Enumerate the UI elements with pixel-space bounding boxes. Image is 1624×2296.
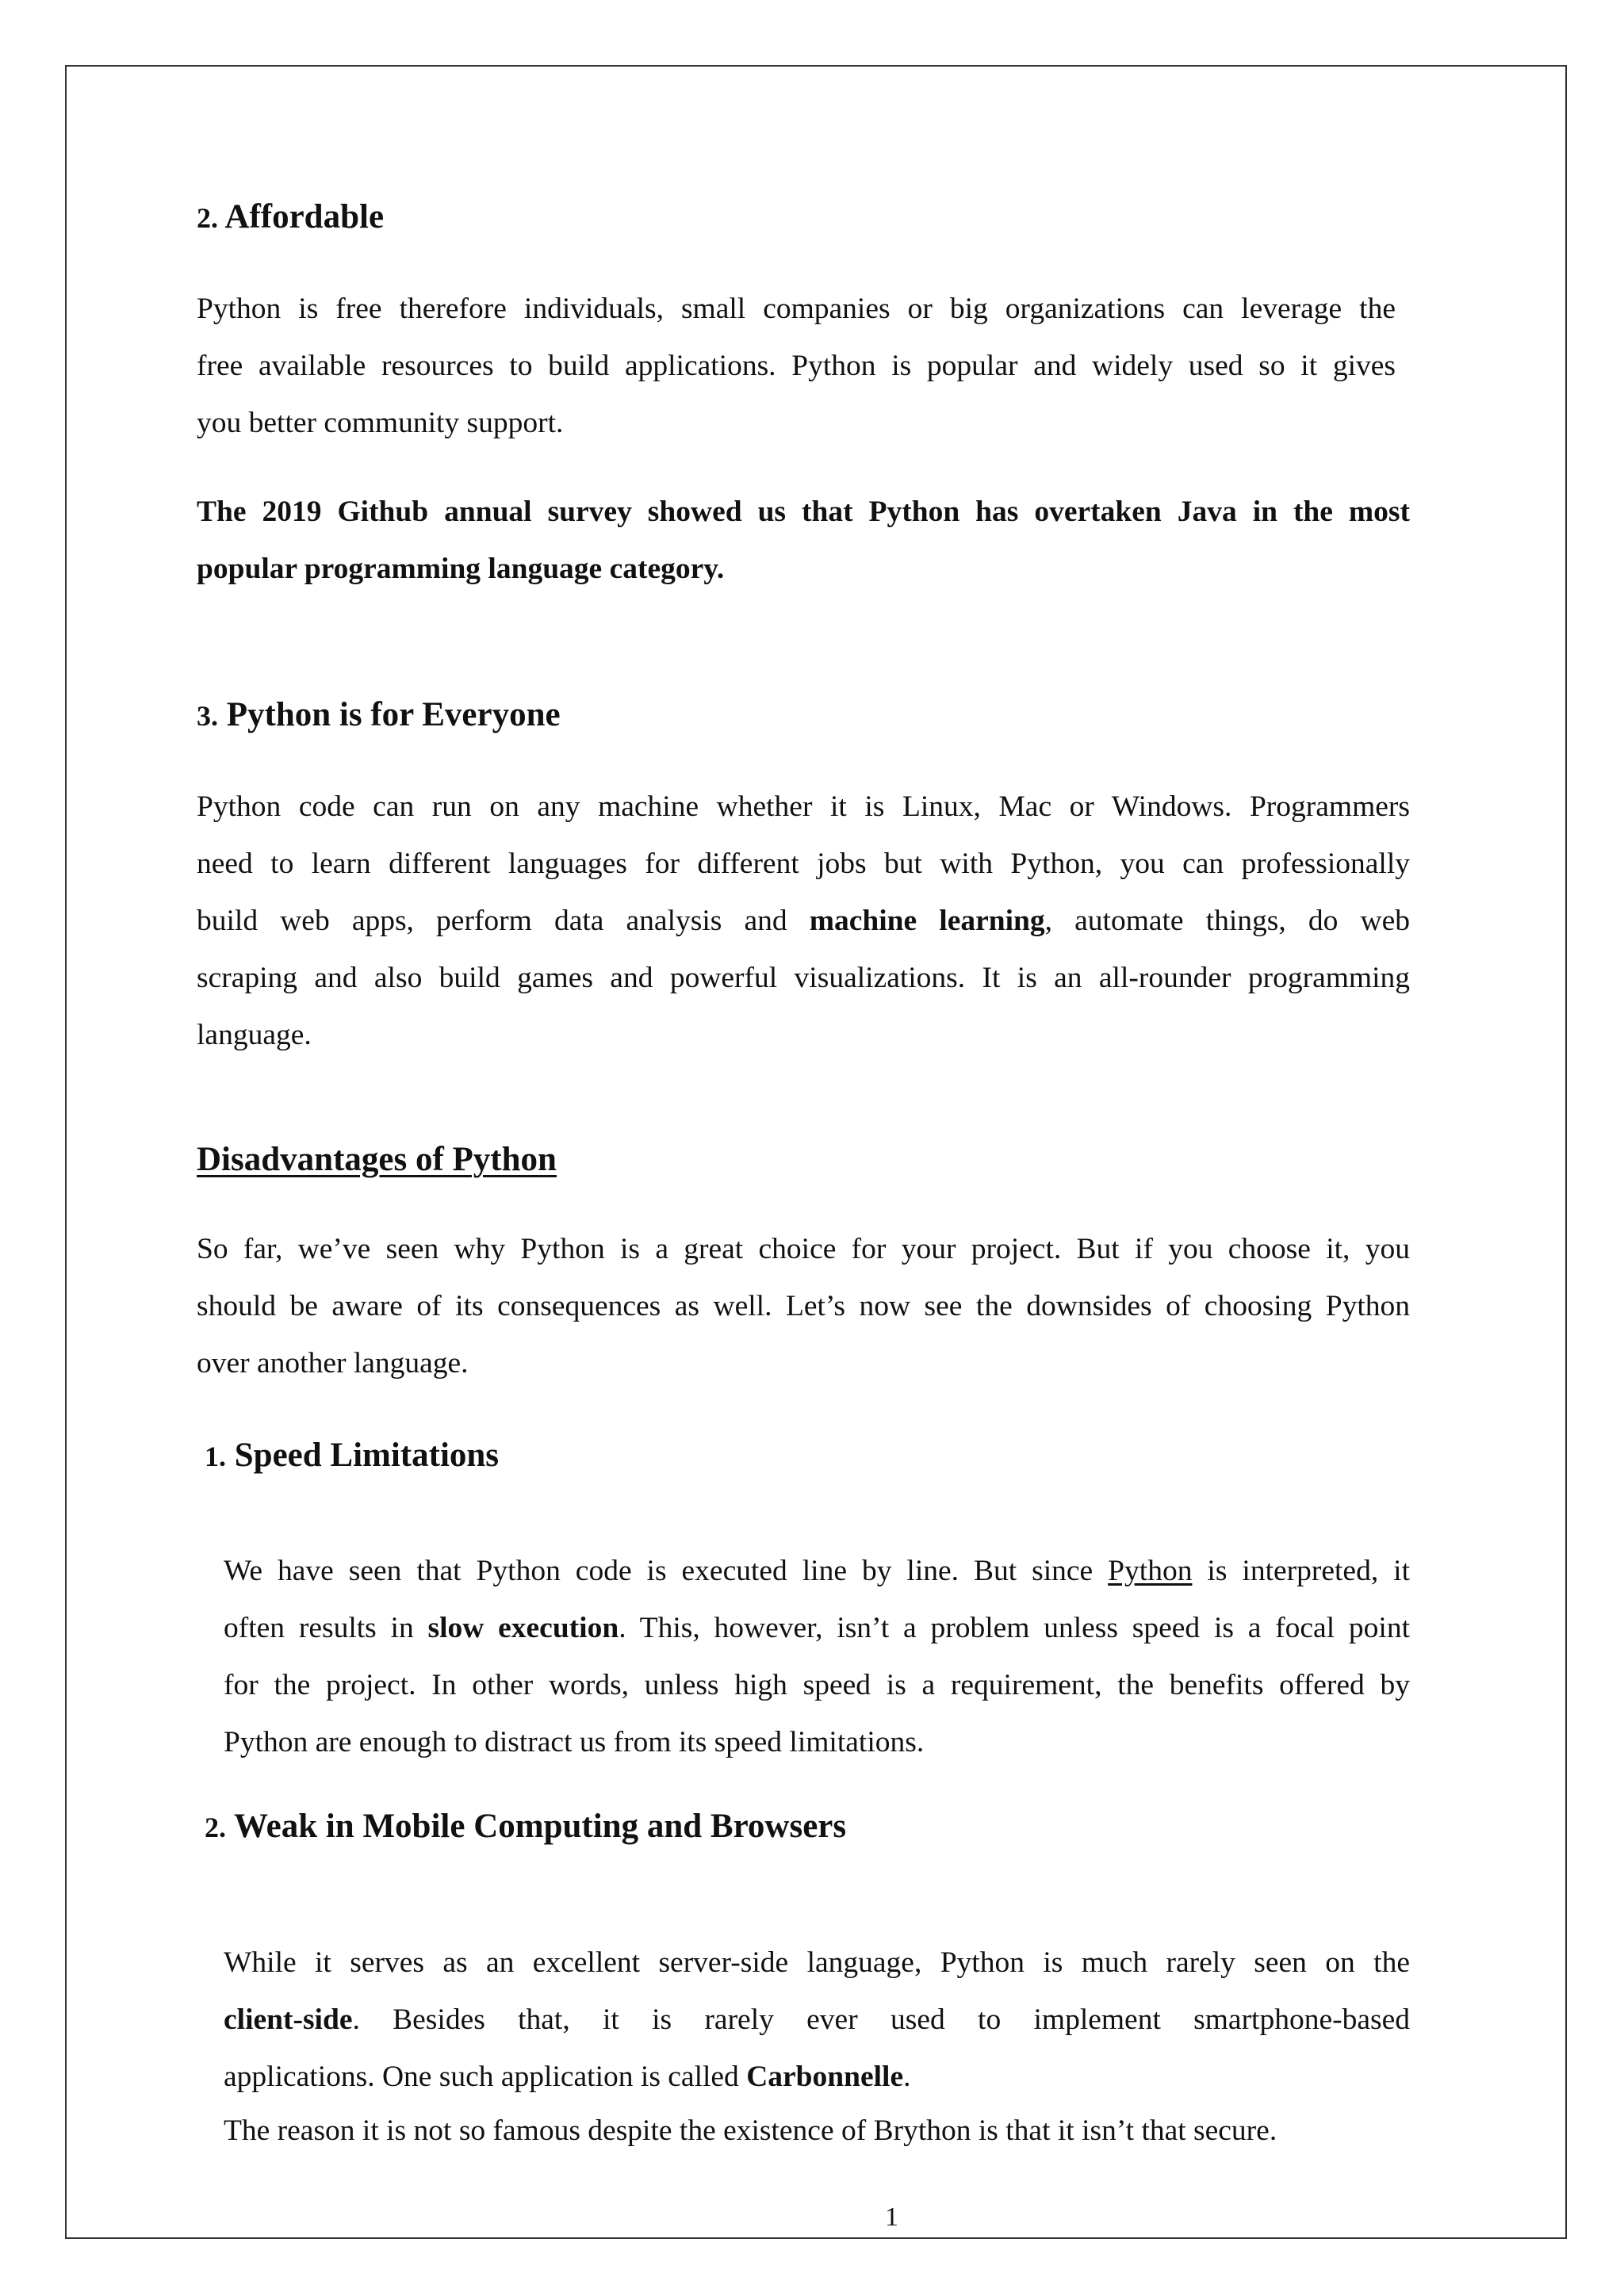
paragraph-line: So far, we’ve seen why Python is a great choice for your project. But if you choose it, you [197, 1233, 1410, 1265]
paragraph-disadvantages [197, 1221, 1410, 1392]
heading-title: Python is for Everyone [226, 696, 561, 733]
paragraph-line: scraping and also build games and powerful visualizations. It is an all-rounder programming [197, 962, 1410, 994]
paragraph-line [197, 893, 1410, 950]
paragraph-line: should be aware of its consequences as well. Let’s now see the downsides of choosing Python [197, 1290, 1410, 1322]
python-link[interactable]: Python [1108, 1555, 1193, 1587]
heading-affordable [197, 197, 384, 238]
text-run: is interpreted, it [1192, 1555, 1410, 1587]
paragraph-line [224, 1543, 1410, 1600]
paragraph-line: While it serves as an excellent server-side language, Python is much rarely seen on the [224, 1946, 1410, 1979]
bold-term-client-side: client-side [224, 2003, 353, 2036]
text-run: . [903, 2061, 911, 2093]
paragraph-line: Python is free therefore individuals, small companies or big organizations can leverage the [197, 293, 1396, 325]
heading-title: Weak in Mobile Computing and Browsers [233, 1808, 847, 1845]
page-number: 1 [885, 2202, 898, 2232]
heading-number: 3. [197, 700, 218, 732]
paragraph-line: language. [197, 1019, 312, 1051]
paragraph-affordable [197, 281, 1396, 452]
heading-everyone [197, 695, 561, 736]
heading-speed-limitations [205, 1435, 499, 1476]
paragraph-everyone [197, 779, 1410, 1064]
paragraph-line: The reason it is not so famous despite the existence of Brython is that it isn’t that secure. [224, 2114, 1277, 2147]
paragraph-line [224, 1600, 1410, 1657]
text-run: . Besides that, it is rarely ever used to implement smartphone-based [352, 2003, 1410, 2036]
bold-term-slow-execution: slow execution [427, 1612, 619, 1644]
paragraph-line: popular programming language category. [197, 553, 725, 585]
paragraph-line: free available resources to build applications. Python is popular and widely used so it gives [197, 350, 1396, 382]
paragraph-github-survey [197, 484, 1410, 598]
paragraph-line: you better community support. [197, 407, 564, 439]
heading-title: Speed Limitations [234, 1437, 500, 1474]
text-run: build web apps, perform data analysis and [197, 905, 810, 937]
heading-weak-mobile [205, 1806, 846, 1847]
paragraph-speed [224, 1543, 1410, 1771]
paragraph-line: Python are enough to distract us from its speed limitations. [224, 1726, 925, 1758]
paragraph-line [224, 2049, 1410, 2106]
heading-number: 1. [205, 1441, 226, 1472]
paragraph-line [224, 1992, 1410, 2049]
paragraph-line: over another language. [197, 1347, 469, 1380]
paragraph-line: The 2019 Github annual survey showed us that Python has overtaken Java in the most [197, 496, 1410, 528]
paragraph-brython [224, 2103, 1421, 2160]
text-run: We have seen that Python code is executed line by line. But since [224, 1555, 1109, 1587]
heading-title: Affordable [224, 198, 385, 235]
paragraph-mobile [224, 1934, 1410, 2106]
text-run: . This, however, isn’t a problem unless speed is a focal point [619, 1612, 1410, 1644]
paragraph-line: Python code can run on any machine whether it is Linux, Mac or Windows. Programmers [197, 790, 1410, 823]
paragraph-line: need to learn different languages for different jobs but with Python, you can professionally [197, 848, 1410, 880]
bold-term-machine-learning: machine learning [809, 905, 1045, 937]
text-run: often results in [224, 1612, 428, 1644]
text-run: applications. One such application is called [224, 2061, 747, 2093]
bold-term-carbonnelle: Carbonnelle [746, 2061, 904, 2093]
heading-number: 2. [197, 202, 218, 234]
heading-number: 2. [205, 1812, 226, 1843]
paragraph-line: for the project. In other words, unless high speed is a requirement, the benefits offered by [224, 1669, 1410, 1701]
text-run: , automate things, do web [1044, 905, 1410, 937]
section-title-disadvantages: Disadvantages of Python [197, 1141, 557, 1178]
